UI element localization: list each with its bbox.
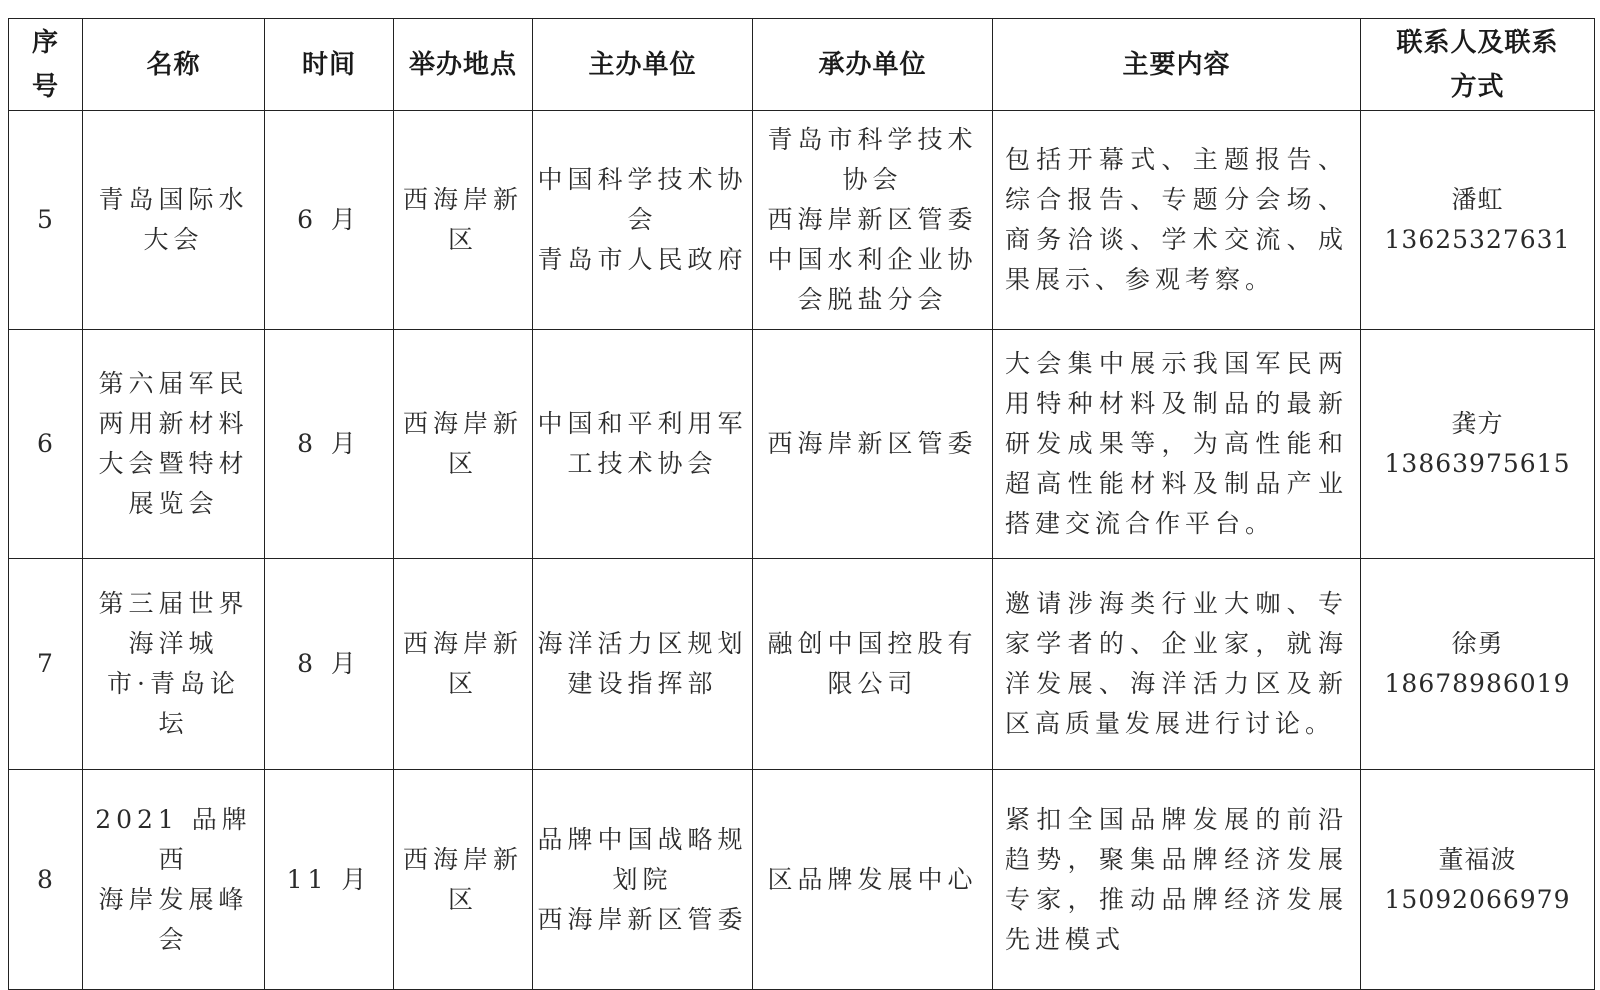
cell-host: 中国科学技术协 会 青岛市人民政府 xyxy=(533,111,753,330)
header-seq: 序 号 xyxy=(9,19,83,111)
cell-seq: 7 xyxy=(9,559,83,770)
contact-name: 潘虹 xyxy=(1451,185,1504,214)
cell-name: 第六届军民 两用新材料 大会暨特材 展览会 xyxy=(83,330,265,559)
cell-time: 8 月 xyxy=(265,330,394,559)
cell-venue: 西海岸新 区 xyxy=(394,770,533,990)
cell-name: 青岛国际水 大会 xyxy=(83,111,265,330)
cell-seq: 5 xyxy=(9,111,83,330)
contact-phone: 13863975615 xyxy=(1384,449,1571,478)
cell-name: 第三届世界 海洋城 市·青岛论 坛 xyxy=(83,559,265,770)
cell-seq: 6 xyxy=(9,330,83,559)
events-table xyxy=(8,18,1595,990)
header-venue: 举办地点 xyxy=(394,19,533,111)
header-organizer: 承办单位 xyxy=(753,19,993,111)
cell-content: 邀请涉海类行业大咖、专家学者的、企业家，就海洋发展、海洋活力区及新区高质量发展进行讨论。 xyxy=(993,559,1361,770)
contact-name: 龚方 xyxy=(1451,409,1504,438)
header-name: 名称 xyxy=(83,19,265,111)
cell-contact xyxy=(1361,559,1595,770)
cell-time: 8 月 xyxy=(265,559,394,770)
cell-organizer: 青岛市科学技术 协会 西海岸新区管委 中国水利企业协 会脱盐分会 xyxy=(753,111,993,330)
table-row xyxy=(9,330,1595,559)
cell-content: 包括开幕式、主题报告、综合报告、专题分会场、商务洽谈、学术交流、成果展示、参观考察。 xyxy=(993,111,1361,330)
contact-phone: 15092066979 xyxy=(1384,884,1571,914)
cell-organizer: 区品牌发展中心 xyxy=(753,770,993,990)
cell-contact xyxy=(1361,330,1595,559)
contact-phone: 18678986019 xyxy=(1384,669,1571,698)
cell-name: 2021 品牌西 海岸发展峰 会 xyxy=(83,770,265,990)
cell-venue: 西海岸新 区 xyxy=(394,559,533,770)
cell-seq: 8 xyxy=(9,770,83,990)
cell-time: 6 月 xyxy=(265,111,394,330)
header-row xyxy=(9,19,1595,111)
table-row xyxy=(9,111,1595,330)
cell-venue: 西海岸新 区 xyxy=(394,330,533,559)
contact-name: 徐勇 xyxy=(1451,629,1504,658)
cell-host: 中国和平利用军 工技术协会 xyxy=(533,330,753,559)
cell-organizer: 西海岸新区管委 xyxy=(753,330,993,559)
table-row xyxy=(9,770,1595,990)
cell-organizer: 融创中国控股有 限公司 xyxy=(753,559,993,770)
header-time: 时间 xyxy=(265,19,394,111)
events-table-container xyxy=(8,18,1594,990)
cell-contact xyxy=(1361,111,1595,330)
cell-host: 海洋活力区规划 建设指挥部 xyxy=(533,559,753,770)
cell-contact xyxy=(1361,770,1595,990)
cell-venue: 西海岸新 区 xyxy=(394,111,533,330)
header-contact: 联系人及联系 方式 xyxy=(1361,19,1595,111)
cell-content: 大会集中展示我国军民两用特种材料及制品的最新研发成果等，为高性能和超高性能材料及制品产业搭建交流合作平台。 xyxy=(993,330,1361,559)
contact-name: 董福波 xyxy=(1438,844,1517,874)
cell-content: 紧扣全国品牌发展的前沿趋势，聚集品牌经济发展专家，推动品牌经济发展先进模式 xyxy=(993,770,1361,990)
table-row xyxy=(9,559,1595,770)
cell-time: 11 月 xyxy=(265,770,394,990)
header-host: 主办单位 xyxy=(533,19,753,111)
contact-phone: 13625327631 xyxy=(1384,225,1571,254)
header-content: 主要内容 xyxy=(993,19,1361,111)
cell-host: 品牌中国战略规 划院 西海岸新区管委 xyxy=(533,770,753,990)
